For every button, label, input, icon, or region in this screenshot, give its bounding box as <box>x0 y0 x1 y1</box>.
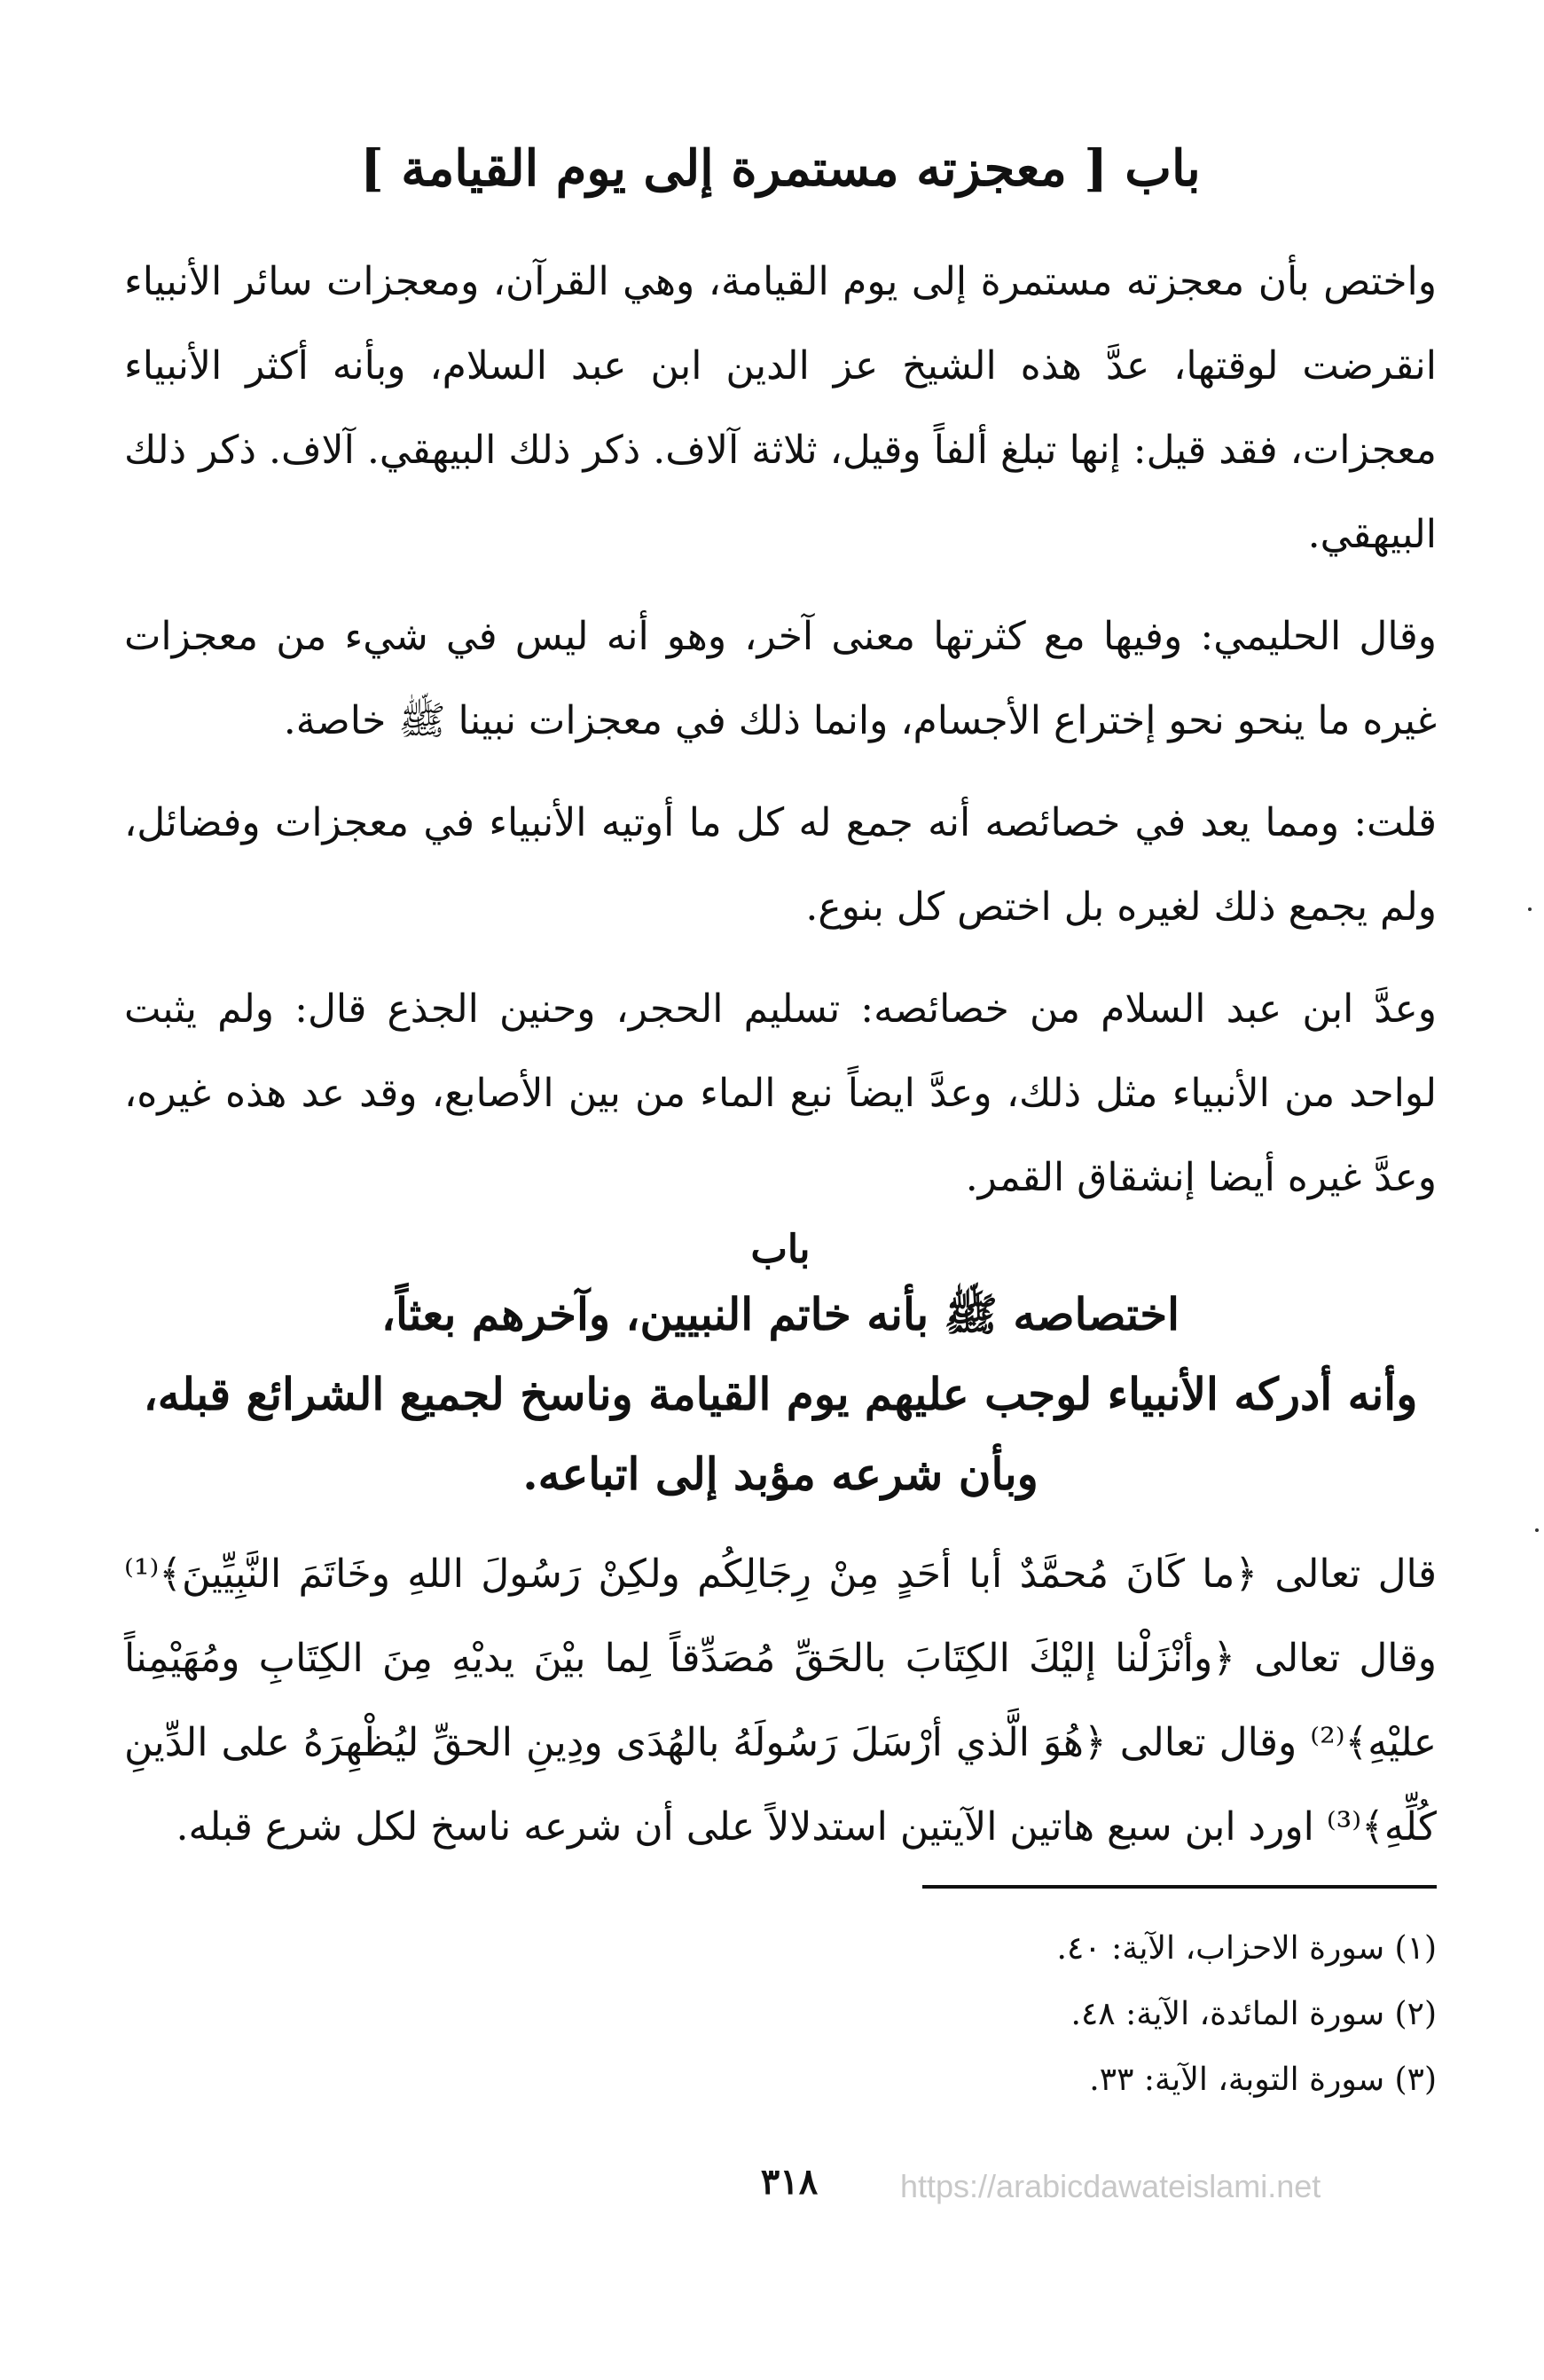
section-heading-line-1: اختصاصه ﷺ بأنه خاتم النبيين، وآخرهم بعثاً، <box>380 1288 1180 1340</box>
footnote-3: (٣) سورة التوبة، الآية: ٣٣. <box>1089 2062 1437 2098</box>
scan-speck <box>1528 907 1532 911</box>
section-heading-line-2: وأنه أدركه الأنبياء لوجب عليهم يوم القيامة وناسخ لجميع الشرائع قبله، <box>143 1368 1418 1420</box>
chapter-heading: باب [ معجزته مستمرة إلى يوم القيامة ] <box>360 139 1201 198</box>
footnotes <box>798 1916 1437 2113</box>
footnote-divider <box>922 1885 1437 1889</box>
scan-speck <box>1535 1528 1539 1532</box>
paragraph-halimi: وقال الحليمي: وفيها مع كثرتها معنى آخر، وهو أنه ليس في شيء من معجزات غيره ما ينحو نحو إختراع الأجسام، وانما ذلك في معجزات نبينا ﷺ خاصة. <box>124 614 1438 743</box>
footnote-2: (٢) سورة المائدة، الآية: ٤٨. <box>1070 1996 1437 2032</box>
page-number: ٣١٨ <box>760 2161 819 2203</box>
watermark-url: https://arabicdawateislami.net <box>900 2168 1321 2204</box>
section-heading-line-3: وبأن شرعه مؤبد إلى اتباعه. <box>522 1448 1038 1500</box>
section-heading-bab: باب <box>750 1227 811 1272</box>
paragraph-quran-verses: قال تعالى ﴿ما كَانَ مُحمَّدٌ أبا أحَدٍ مِنْ رِجَالِكُم ولكِنْ رَسُولَ اللهِ وخَاتَمَ النَّبِيِّينَ﴾⁽¹⁾ وقال تعالى ﴿وأنْزَلْنا إليْكَ الكِتَابَ بالحَقِّ مُصَدِّقاً لِما بيْنَ يديْهِ مِنَ الكِتَابِ ومُهَيْمِناً عليْهِ﴾⁽²⁾ وقال تعالى ﴿هُوَ الَّذي أرْسَلَ رَسُولَهُ بالهُدَى ودِينِ الحقِّ ليُظْهِرَهُ على الدِّينِ كُلِّهِ﴾⁽³⁾ اورد ابن سبع هاتين الآيتين استدلالاً على أن شرعه ناسخ لكل شرع قبله. <box>124 1551 1437 1850</box>
paragraph-ibn-abd-al-salam: وعدَّ ابن عبد السلام من خصائصه: تسليم الحجر، وحنين الجذع قال: ولم يثبت لواحد من الأنبياء مثل ذلك، وعدَّ ايضاً نبع الماء من بين الأصابع، وقد عد هذه غيره، وعدَّ غيره أيضا إنشقاق القمر. <box>124 986 1437 1200</box>
footnote-1: (١) سورة الاحزاب، الآية: ٤٠. <box>1056 1930 1437 1967</box>
paragraph-qultu: قلت: ومما يعد في خصائصه أنه جمع له كل ما أوتيه الأنبياء في معجزات وفضائل، ولم يجمع ذلك لغيره بل اختص كل بنوع. <box>124 800 1437 930</box>
paragraph-miracle-continuous: واختص بأن معجزته مستمرة إلى يوم القيامة، وهي القرآن، ومعجزات سائر الأنبياء انقرضت لوقتها، عدَّ هذه الشيخ عز الدين ابن عبد السلام، وبأنه أكثر الأنبياء معجزات، فقد قيل: إنها تبلغ ألفاً وقيل، ثلاثة آلاف. ذكر ذلك البيهقي. آلاف. ذكر ذلك البيهقي. <box>124 259 1437 557</box>
page-body <box>124 133 1437 1887</box>
